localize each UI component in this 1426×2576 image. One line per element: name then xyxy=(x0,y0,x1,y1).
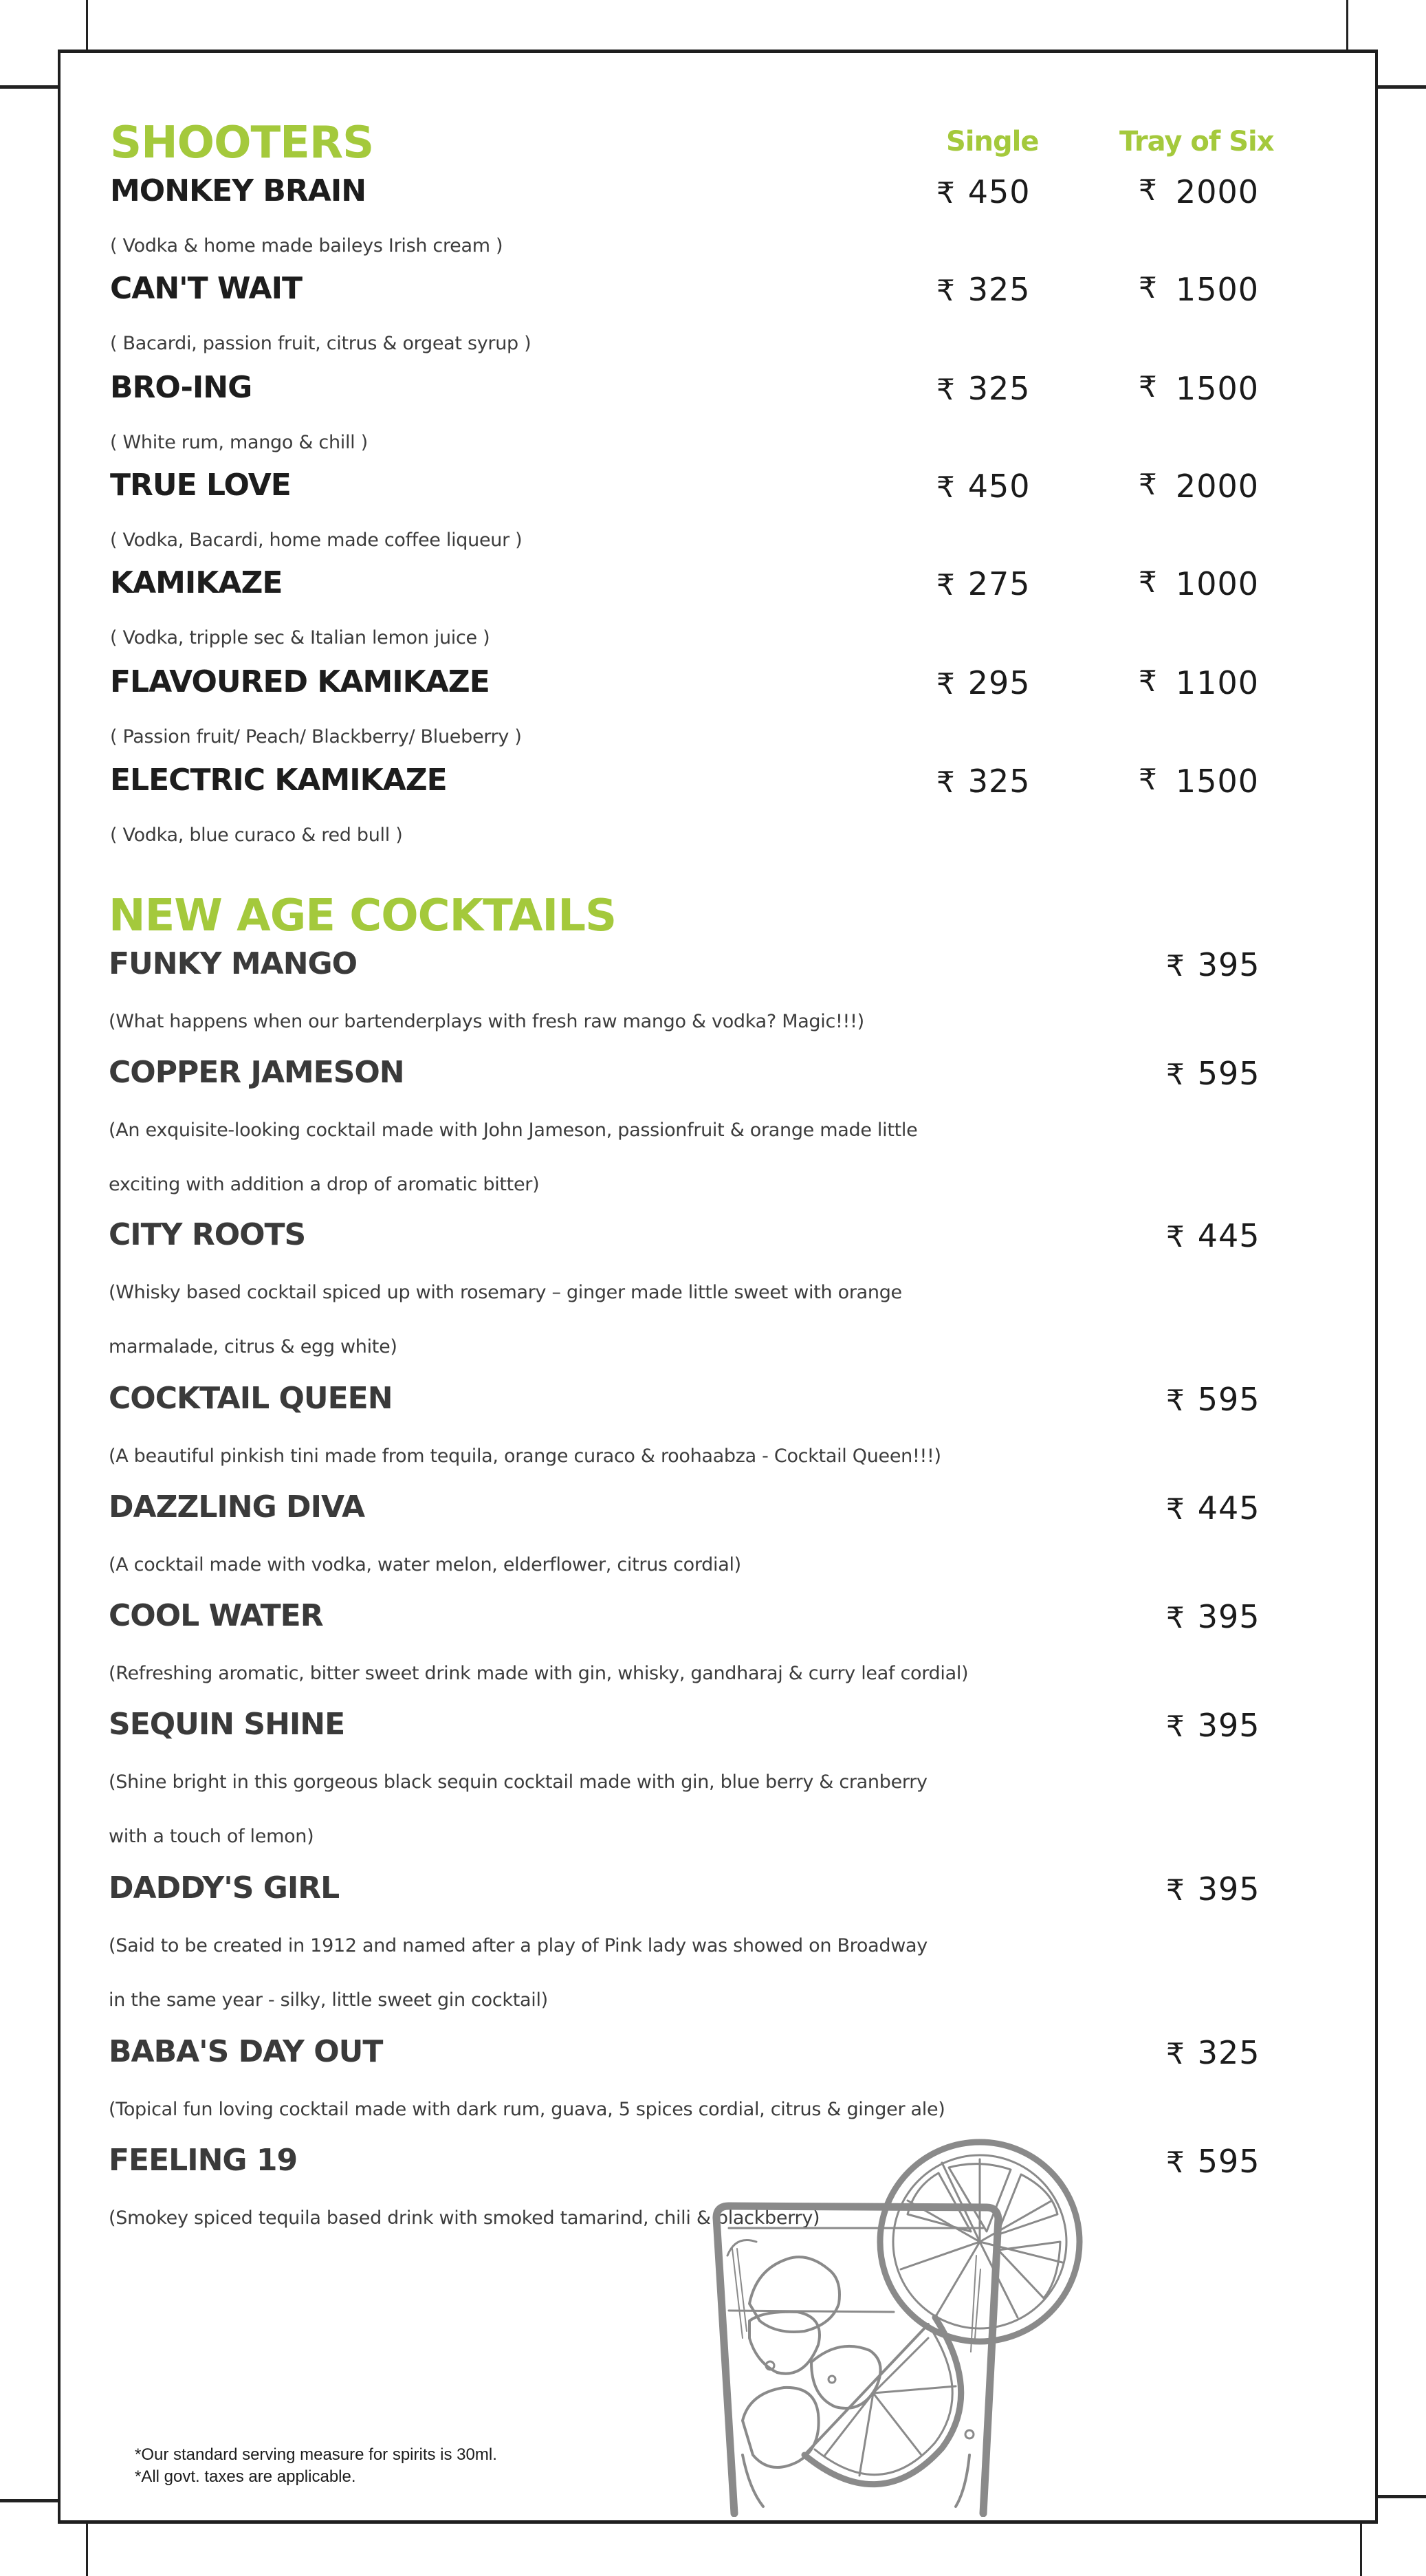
crop-mark xyxy=(86,0,88,50)
item-description-line: (A cocktail made with vodka, water melon, elderflower, citrus cordial) xyxy=(109,1554,741,1575)
price-value: 325 xyxy=(967,370,1031,407)
rupee-icon: ₹ xyxy=(1139,763,1158,796)
price-value: 1500 xyxy=(1175,763,1259,800)
section-title-cocktails: NEW AGE COCKTAILS xyxy=(109,891,617,941)
item-name: SEQUIN SHINE xyxy=(109,1707,345,1742)
item-name: BABA'S DAY OUT xyxy=(109,2034,383,2069)
price-value: 395 xyxy=(1197,1598,1260,1635)
price-value: 325 xyxy=(1197,2034,1260,2071)
item-name: CITY ROOTS xyxy=(109,1217,306,1252)
footer-note-serving-measure: *Our standard serving measure for spirits is 30ml. xyxy=(135,2445,497,2464)
price-value: 595 xyxy=(1197,1381,1260,1418)
price-value: 1500 xyxy=(1175,370,1259,407)
rupee-icon: ₹ xyxy=(1166,1492,1185,1526)
rupee-icon: ₹ xyxy=(1166,1220,1185,1254)
price-value: 450 xyxy=(967,173,1031,210)
rupee-icon: ₹ xyxy=(936,274,956,307)
price-value: 395 xyxy=(1197,946,1260,983)
item-description: ( Bacardi, passion fruit, citrus & orgeat syrup ) xyxy=(110,333,531,354)
item-description-line: marmalade, citrus & egg white) xyxy=(109,1336,397,1357)
rupee-icon: ₹ xyxy=(936,667,956,701)
price-tray xyxy=(1139,468,1259,505)
item-name: DADDY'S GIRL xyxy=(109,1870,340,1906)
item-description: ( Passion fruit/ Peach/ Blackberry/ Blueberry ) xyxy=(110,726,522,747)
rupee-icon: ₹ xyxy=(1166,1601,1185,1635)
item-name: COOL WATER xyxy=(109,1598,323,1633)
rupee-icon: ₹ xyxy=(1166,1384,1185,1417)
price-tray xyxy=(1139,173,1259,210)
item-description: ( Vodka, Bacardi, home made coffee liqueur ) xyxy=(110,530,523,551)
price-tray xyxy=(1139,370,1259,407)
price xyxy=(1166,1381,1260,1418)
rupee-icon: ₹ xyxy=(936,176,956,210)
price-tray xyxy=(1139,271,1259,308)
item-name: TRUE LOVE xyxy=(110,468,291,503)
cocktail-glass-with-lemon-icon xyxy=(701,2132,1100,2517)
price-value: 2000 xyxy=(1175,468,1259,505)
item-description-line: (A beautiful pinkish tini made from tequila, orange curaco & roohaabza - Cocktail Queen!!!) xyxy=(109,1445,941,1467)
price-value: 325 xyxy=(967,763,1031,800)
rupee-icon: ₹ xyxy=(1139,565,1158,599)
price xyxy=(1166,1489,1260,1527)
price-value: 445 xyxy=(1197,1217,1260,1254)
item-description-line: (What happens when our bartenderplays with fresh raw mango & vodka? Magic!!!) xyxy=(109,1011,864,1032)
price-single xyxy=(936,468,1031,505)
price-value: 1500 xyxy=(1175,271,1259,308)
rupee-icon: ₹ xyxy=(936,568,956,602)
price-single xyxy=(936,173,1031,210)
price-value: 595 xyxy=(1197,1055,1260,1092)
crop-mark xyxy=(0,2499,58,2502)
price xyxy=(1166,1707,1260,1744)
price-value: 445 xyxy=(1197,1489,1260,1527)
item-description-line: (Whisky based cocktail spiced up with rosemary – ginger made little sweet with orange xyxy=(109,1282,902,1303)
price-value: 1100 xyxy=(1175,664,1259,701)
price-value: 1000 xyxy=(1175,565,1259,602)
price-tray xyxy=(1139,664,1259,701)
item-description-line: (Topical fun loving cocktail made with dark rum, guava, 5 spices cordial, citrus & ginger ale) xyxy=(109,2099,945,2120)
price-value: 275 xyxy=(967,565,1031,602)
crop-mark xyxy=(1346,0,1348,50)
section-title-shooters: SHOOTERS xyxy=(110,118,374,168)
item-name: MONKEY BRAIN xyxy=(110,173,366,208)
rupee-icon: ₹ xyxy=(1139,271,1158,305)
price-value: 595 xyxy=(1197,2143,1260,2180)
crop-mark xyxy=(1376,2495,1426,2498)
rupee-icon: ₹ xyxy=(1139,173,1158,207)
price-value: 450 xyxy=(967,468,1031,505)
price-value: 395 xyxy=(1197,1707,1260,1744)
price-single xyxy=(936,271,1031,308)
price-single xyxy=(936,565,1031,602)
item-description-line: (Smokey spiced tequila based drink with smoked tamarind, chili & blackberry) xyxy=(109,2207,820,2229)
price xyxy=(1166,1217,1260,1254)
price-single xyxy=(936,763,1031,800)
item-name: BRO-ING xyxy=(110,370,252,405)
item-name: COPPER JAMESON xyxy=(109,1055,404,1090)
rupee-icon: ₹ xyxy=(936,470,956,504)
column-header-single: Single xyxy=(946,126,1039,157)
crop-mark xyxy=(86,2520,88,2576)
rupee-icon: ₹ xyxy=(1166,1058,1185,1091)
price xyxy=(1166,1055,1260,1092)
item-description: ( White rum, mango & chill ) xyxy=(110,432,368,453)
item-description-line: (An exquisite-looking cocktail made with John Jameson, passionfruit & orange made little xyxy=(109,1120,918,1141)
item-description-line: exciting with addition a drop of aromatic bitter) xyxy=(109,1174,540,1195)
price-value: 395 xyxy=(1197,1870,1260,1908)
price xyxy=(1166,2143,1260,2180)
item-name: DAZZLING DIVA xyxy=(109,1489,365,1525)
rupee-icon: ₹ xyxy=(1166,1710,1185,1743)
item-description: ( Vodka, tripple sec & Italian lemon juice ) xyxy=(110,627,490,648)
crop-mark xyxy=(0,85,58,89)
price xyxy=(1166,1598,1260,1635)
price-tray xyxy=(1139,565,1259,602)
item-name: CAN'T WAIT xyxy=(110,271,302,306)
price-value: 325 xyxy=(967,271,1031,308)
footer-note-taxes: *All govt. taxes are applicable. xyxy=(135,2467,356,2486)
price-tray xyxy=(1139,763,1259,800)
item-description-line: in the same year - silky, little sweet gin cocktail) xyxy=(109,1989,548,2011)
rupee-icon: ₹ xyxy=(936,373,956,406)
price xyxy=(1166,2034,1260,2071)
item-name: COCKTAIL QUEEN xyxy=(109,1381,393,1416)
rupee-icon: ₹ xyxy=(1166,2037,1185,2071)
rupee-icon: ₹ xyxy=(1166,949,1185,983)
item-description: ( Vodka & home made baileys Irish cream ) xyxy=(110,235,503,256)
price-single xyxy=(936,664,1031,701)
rupee-icon: ₹ xyxy=(1139,468,1158,501)
price-value: 295 xyxy=(967,664,1031,701)
item-name: ELECTRIC KAMIKAZE xyxy=(110,763,447,798)
price-value: 2000 xyxy=(1175,173,1259,210)
rupee-icon: ₹ xyxy=(1166,2146,1185,2179)
item-description-line: (Refreshing aromatic, bitter sweet drink made with gin, whisky, gandharaj & curry leaf cordial) xyxy=(109,1663,969,1684)
item-name: FEELING 19 xyxy=(109,2143,298,2178)
price xyxy=(1166,1870,1260,1908)
item-description-line: with a touch of lemon) xyxy=(109,1826,314,1847)
crop-mark xyxy=(1376,85,1426,89)
rupee-icon: ₹ xyxy=(936,765,956,799)
column-header-tray: Tray of Six xyxy=(1119,126,1274,157)
rupee-icon: ₹ xyxy=(1166,1873,1185,1907)
item-name: FLAVOURED KAMIKAZE xyxy=(110,664,490,699)
item-description-line: (Shine bright in this gorgeous black sequin cocktail made with gin, blue berry & cranberry xyxy=(109,1771,928,1793)
item-description: ( Vodka, blue curaco & red bull ) xyxy=(110,825,403,846)
rupee-icon: ₹ xyxy=(1139,664,1158,698)
item-name: KAMIKAZE xyxy=(110,565,283,600)
item-name: FUNKY MANGO xyxy=(109,946,358,981)
rupee-icon: ₹ xyxy=(1139,370,1158,404)
price xyxy=(1166,946,1260,983)
crop-mark xyxy=(1360,2520,1362,2576)
item-description-line: (Said to be created in 1912 and named after a play of Pink lady was showed on Broadway xyxy=(109,1935,928,1956)
price-single xyxy=(936,370,1031,407)
